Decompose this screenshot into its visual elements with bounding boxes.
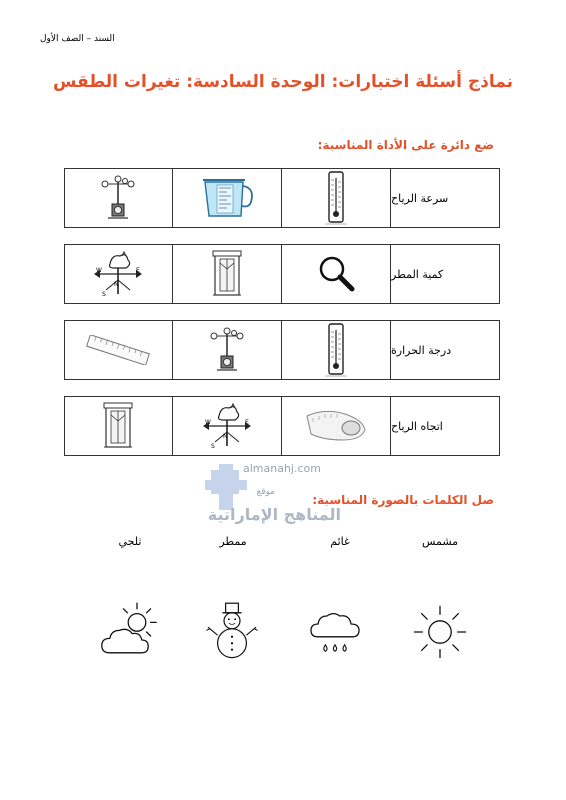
question-row-4: [64, 396, 500, 456]
word-sunny[interactable]: مشمس: [421, 535, 459, 548]
anemometer-icon[interactable]: [172, 321, 281, 379]
cloud-sun-icon[interactable]: [97, 600, 161, 668]
measuring-tape-icon[interactable]: [281, 397, 390, 455]
measuring-jug-icon[interactable]: [172, 169, 281, 227]
watermark-site: موقع: [256, 487, 275, 497]
thermometer-icon[interactable]: [281, 169, 390, 227]
magnifying-glass-icon[interactable]: [281, 245, 390, 303]
weather-vane-icon[interactable]: [63, 245, 172, 303]
anemometer-icon[interactable]: [63, 169, 172, 227]
row-label: درجة الحرارة: [390, 321, 499, 379]
question-row-3: [64, 320, 500, 380]
weather-vane-icon[interactable]: [172, 397, 281, 455]
watermark-url: almanahj.com: [243, 462, 321, 475]
question-row-2: [64, 244, 500, 304]
row-label: سرعة الرياح: [390, 169, 499, 227]
page-title: نماذج أسئلة اختبارات: الوحدة السادسة: تغيرات الطقس: [52, 72, 514, 92]
row-label: اتجاه الرياح: [390, 397, 499, 455]
word-snowy[interactable]: ثلجي: [118, 535, 142, 548]
word-cloudy[interactable]: غائم: [330, 535, 350, 548]
rain-gauge-icon[interactable]: [172, 245, 281, 303]
row-label: كمية المطر: [390, 245, 499, 303]
ruler-icon[interactable]: [63, 321, 172, 379]
snowman-icon[interactable]: [200, 600, 264, 668]
watermark-name: المناهج الإماراتية: [207, 505, 341, 524]
sun-icon[interactable]: [408, 600, 472, 668]
section1-heading: ضع دائرة على الأداة المناسبة:: [317, 138, 494, 152]
rain-gauge-icon[interactable]: [63, 397, 172, 455]
rain-cloud-icon[interactable]: [303, 600, 367, 668]
section2-heading: صل الكلمات بالصورة المناسبة:: [312, 493, 494, 507]
word-rainy[interactable]: ممطر: [219, 535, 247, 548]
thermometer-icon[interactable]: [281, 321, 390, 379]
question-row-1: [64, 168, 500, 228]
header-note: السند – الصف الأول: [40, 34, 115, 44]
